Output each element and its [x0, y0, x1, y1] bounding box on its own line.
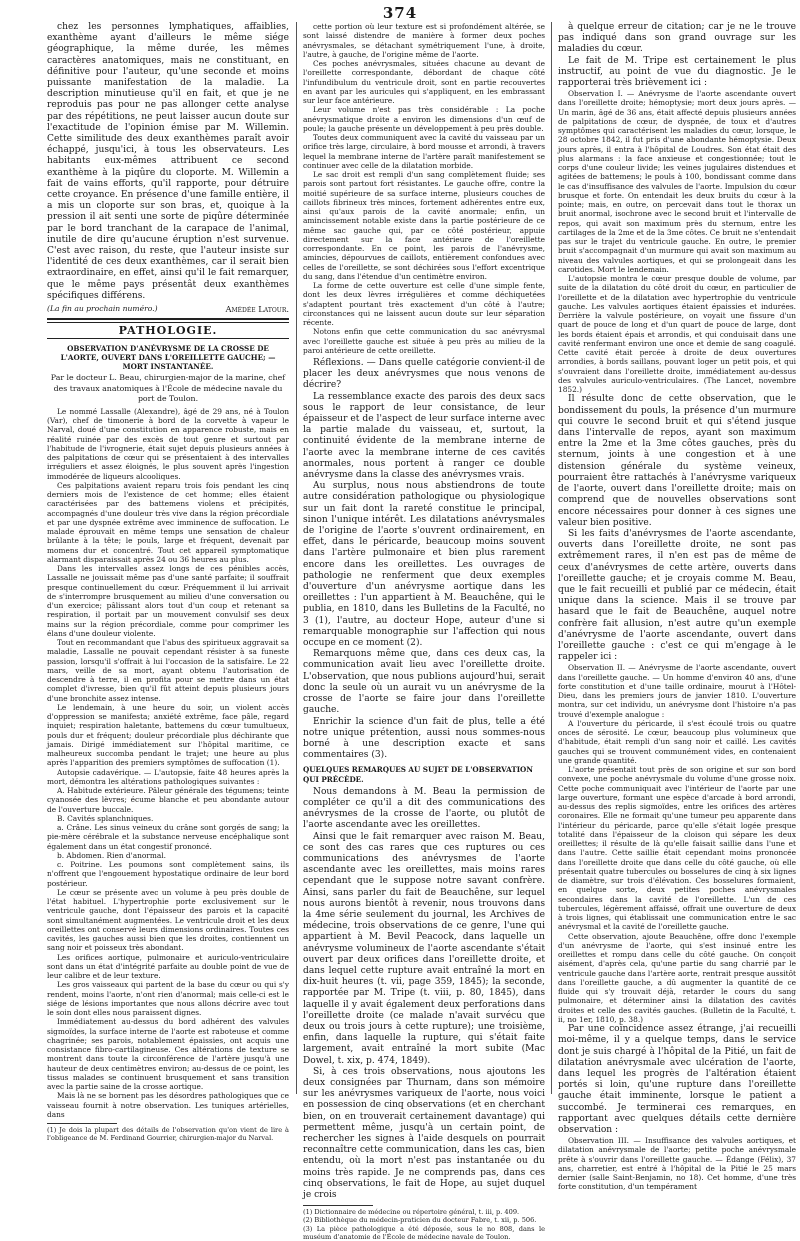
paragraph: Il résulte donc de cette observation, que le bondissement du pouls, la présence d'un murmure qui couvre le second bruit et qui s'étend jusque dans l'intervalle de repos, ayant son maximum entre la 2me et la 3me côtes gauches, près du sternum, joints à une congestion et à une distension générale du système veineux, pourraient être rattachés à l'anévrysme variqueux de l'aorte, ouvert dans l'oreillette droite; mais on comprend que de nouvelles observations sont encore nécessaires pour donner à ces signes une valeur bien positive.	[558, 394, 796, 528]
paragraph: Notons enfin que cette communication du sac anévrysmal avec l'oreillette gauche est située à peu près au milieu de la paroi antérieure de cette oreillette.	[303, 327, 545, 355]
paragraph: Ces palpitations avaient reparu trois fois pendant les cinq derniers mois de l'existence de cet homme; elles étaient caractérisées par des battemens violens et précipités, accompagnés d'une douleur très vive dans la région précordiale et par une dyspnée extrême avec imminence de suffocation. Le malade éprouvait en même temps une sensation de chaleur brûlante à la tête; le pouls, large et fréquent, devenait par momens dur et concentré. Tout cet appareil symptomatique alarmant disparaissait après 24 ou 36 heures au plus.	[47, 480, 289, 564]
page-number: 374	[382, 4, 418, 22]
column-left	[47, 22, 289, 1143]
paragraph: Réflexions. — Dans quelle catégorie convient-il de placer les deux anévrysmes que nous venons de décrire?	[303, 358, 545, 391]
paragraph: Le nommé Lassalle (Alexandre), âgé de 29 ans, né à Toulon (Var), chef de timonerie à bord de la corvette à vapeur le Narval, doué d'une constitution en apparence robuste, mais en réalité ruinée par des excès de tout genre et surtout par l'habitude de l'ivrognerie, était sujet depuis plusieurs années à des palpitations de cœur qui se présentaient à des intervalles irréguliers et assez éloignés, le plus souvent après l'ingestion immodérée de liqueurs alcooliques.	[47, 406, 289, 481]
paragraph: B. Cavités splanchniques.	[57, 813, 154, 823]
section-rule	[47, 338, 289, 339]
paragraph: Les gros vaisseaux qui partent de la base du cœur ou qui s'y rendent, moins l'aorte, n'ont rien d'anormal; mais celle-ci est le siége de lésions importantes que nous allons décrire avec tout le soin dont elles nous paraissent dignes.	[47, 980, 289, 1018]
paragraph: Nous demandons à M. Beau la permission de compléter ce qu'il a dit des communications des anévrysmes de la crosse de l'aorte, ou plutôt de l'aorte ascendante avec les oreillettes.	[303, 786, 545, 831]
footnote: (1) Je dois la plupart des détails de l'observation qu'on vient de lire à l'obligeance de M. Ferdinand Gourrier, chirurgien-major du Narval.	[47, 1126, 289, 1143]
footnote-rule	[47, 1123, 117, 1124]
footnote: (1) Dictionnaire de médecine ou répertoire général, t. iii, p. 409.	[303, 1208, 520, 1217]
paragraph: Toutes deux communiquent avec la cavité du vaisseau par un orifice très large, circulaire, à bord mousse et arrondi, à travers lequel la membrane interne de l'artère paraît manifestement se continuer avec celle de la dilatation morbide.	[303, 133, 545, 170]
author-signature: Amédée Latour.	[225, 304, 289, 315]
observation-paragraph: L'aorte présentait tout près de son origine et sur son bord convexe, une poche anévrysmale du volume d'une grosse noix. Cette poche communiquait avec l'intérieur de l'aorte par une large ouverture, formant une espèce d'arcade à bord arrondi, au-dessus des replis sigmoïdes, entre les orifices des artères coronaires. Elle ne formait qu'une tumeur peu apparente dans l'intérieur du péricarde, parce qu'elle s'était logée presque totalité dans l'épaisseur de la cloison qui sépare les deux oreillettes; il résulte de là qu'elle faisait saillie dans l'une et dans l'autre. Cette saillie était cependant moins prononcée dans l'oreillette droite que dans celle du côté gauche, où elle présentait quatre tubercules ou bosselures de cinq à six lignes de diamètre, sur trois d'élévation. Ces bosselures formaient, en quelque sorte, deux petites poches anévrysmales secondaires dans la cavité de l'oreillette. L'un de ces tubercules, légèrement affaissé, offrait une ouverture de deux à trois lignes, qui établissait une communication entre le sac anévrysmal et la cavité de l'oreillette gauche.	[558, 765, 796, 932]
column-divider	[551, 22, 552, 1094]
paragraph: Ces poches anévrysmales, situées chacune au devant de l'oreillette correspondante, débordant de chaque côté l'infundibulum du ventricule droit, sont en partie recouvertes en avant par les auricules qui s'appliquent, en les embrassant sur leur face antérieure.	[303, 59, 545, 105]
section-heading: PATHOLOGIE.	[118, 324, 218, 338]
continued-note: (La fin au prochain numéro.)	[47, 304, 158, 314]
paragraph: Dans les intervalles assez longs de ces pénibles accès, Lassalle ne jouissait même pas d'une santé parfaite; il souffrait presque continuellement du cœur. Fréquemment il lui arrivait de s'interrompre brusquement au milieu d'une conversation ou d'un exercice; pâlissant alors tout d'un coup et retenant sa respiration, il portait par un mouvement convulsif ses deux mains sur la région précordiale, comme pour comprimer les élans d'une douleur violente.	[47, 564, 289, 638]
footnote: (2) Bibliothèque du médecin-praticien du docteur Fabre, t. xii, p. 506.	[303, 1216, 537, 1225]
paragraph: cette portion où leur texture est si profondément altérée, se sont laissé distendre de manière à former deux poches anévrysmales, se détachant symétriquement l'une, à droite, l'autre, à gauche, de l'origine même de l'aorte.	[303, 22, 545, 59]
paragraph: c. Poitrine. Les poumons sont complètement sains, ils n'offrent que l'engouement hypostatique ordinaire de leur bord postérieur.	[47, 860, 289, 888]
observation-paragraph: A l'ouverture du péricarde, il s'est écoulé trois ou quatre onces de sérosité. Le cœur, beaucoup plus volumineux que d'habitude, était rempli d'un sang noir et caillé. Les cavités gauches qui se trouvent communément vides, en contenaient une grande quantité.	[558, 718, 796, 765]
paragraph: Immédiatement au-dessus du bord adhérent des valvules sigmoïdes, la surface interne de l'aorte est raboteuse et comme chagrinée; ses parois, notablement épaissies, ont acquis une consistance fibro-cartilagineuse. Ces altérations de texture se montrent dans toute la circonférence de l'artère jusqu'à une hauteur de deux centimètres environ; au-dessus de ce point, les tissus malades se continuent brusquement et sans transition avec la partie saine de la crosse aortique.	[47, 1017, 289, 1092]
paragraph: b. Abdomen. Rien d'anormal.	[57, 850, 166, 860]
paragraph: a. Crâne. Les sinus veineux du crâne sont gorgés de sang; la pie-mère cérébrale et la substance nerveuse encéphalique sont également dans un état congestif prononcé.	[47, 823, 289, 851]
observation-paragraph: Observation II. — Anévrysme de l'aorte ascendante, ouvert dans l'oreillette gauche. — Un homme d'environ 40 ans, d'une forte constitution et d'une taille ordinaire, mourut à l'Hôtel-Dieu, dans les premiers jours de janvier 1810. L'ouverture montra, sur cet individu, un anévrysme dont l'histoire n'a pas trouvé d'exemple analogue :	[558, 663, 796, 719]
paragraph: Au surplus, nous nous abstiendrons de toute autre considération pathologique ou physiologique sur un fait dont la rareté constitue le principal, sinon l'unique intérêt. Les dilatations anévrysmales de l'origine de l'aorte s'ouvrent ordinairement, en effet, dans le péricarde, beaucoup moins souvent dans l'artère pulmonaire et bien plus rarement encore dans les oreillettes. Les ouvrages de pathologie ne renferment que deux exemples d'ouverture d'un anévrysme aortique dans les oreillettes : l'un appartient à M. Beauchêne, qui le publia, en 1810, dans les Bulletins de la Faculté, no 3 (1), l'autre, au docteur Hope, auteur d'une si remarquable monographie sur l'affection qui nous occupe en ce moment (2).	[303, 481, 545, 649]
paragraph: Le fait de M. Tripe est certainement le plus instructif, au point de vue du diagnostic. Je le rapporterai très brièvement ici :	[558, 55, 796, 89]
article-title: OBSERVATION D'ANÉVRYSME DE LA CROSSE DE L'AORTE, OUVERT DANS L'OREILLETTE GAUCHE; — MORT INSTANTANÉE.	[60, 344, 276, 372]
paragraph: Si les faits d'anévrysmes de l'aorte ascendante, ouverts dans l'oreillette droite, ne sont pas extrêmement rares, il n'en est pas de même de ceux d'anévrysmes de cette artère, ouverts dans l'oreillette gauche; et je croyais comme M. Beau, que le fait recueilli et publié par ce médecin, était unique dans la science. Mais il se trouve par hasard que le fait de Beauchêne, auquel notre confrère fait allusion, n'est autre qu'un exemple d'anévrysme de l'aorte ascendante, ouvert dans l'oreillette gauche : c'est ce qui m'engage à le rappeler ici :	[558, 528, 796, 663]
paragraph: Remarquons même que, dans ces deux cas, la communication avait lieu avec l'oreillette droite. L'observation, que nous publions aujourd'hui, serait donc la seule où un aurait vu un anévrysme de la crosse de l'aorte se faire jour dans l'oreillette gauche.	[303, 649, 545, 716]
paragraph: Le cœur se présente avec un volume à peu près double de l'état habituel. L'hypertrophie porte exclusivement sur le ventricule gauche, dont l'épaisseur des parois et la capacité sont simultanément augmentées. Le ventricule droit et les deux oreillettes ont conservé leurs dimensions ordinaires. Toutes ces cavités, les gauches aussi bien que les droites, contiennent un sang noir et poisseux très abondant.	[47, 887, 289, 953]
paragraph: La ressemblance exacte des parois des deux sacs sous le rapport de leur consistance, de leur épaisseur et de l'aspect de leur surface interne avec la partie malade du vaisseau, et, surtout, la continuité évidente de la membrane interne de l'aorte avec la membrane interne de ces cavités anormales, nous portent à ranger ce double anévrysme dans la classe des anévrysmes vrais.	[303, 391, 545, 481]
paragraph: Les orifices aortique, pulmonaire et auriculo-ventriculaire sont dans un état d'intégrité parfaite au double point de vue de leur calibre et de leur texture.	[47, 952, 289, 981]
paragraph: Le sac droit est rempli d'un sang complètement fluide; ses parois sont partout fort résistantes. Le gauche offre, contre la moitié supérieure de sa surface interne, plusieurs couches de caillots fibrineux très minces, fortement adhérentes entre eux, ainsi qu'aux parois de la cavité anormale; enfin, un amincissement notable existe dans la partie postérieure de ce même sac gauche qui, par ce côté postérieur, appuie directement sur la face antérieure de l'oreillette correspondante. En ce point, les parois de l'anévrysme, amincies, dépourvues de caillots, entièrement confondues avec celles de l'oreillette, se sont déchirées sous l'effort excentrique du sang, dans l'étendue d'un centimètre environ.	[303, 170, 545, 281]
observation-paragraph: Observation III. — Insuffisance des valvules aortiques, et dilatation anévrysmale de l'aorte; petite poche anévrysmale prête à s'ouvrir dans l'oreillette gauche. — Édange (Félix), 37 ans, charretier, est entré à l'hôpital de la Pitié le 25 mars dernier (salle Saint-Benjamin, no 18). Cet homme, d'une très forte constitution, d'un tempérament	[558, 1136, 796, 1192]
paragraph: La forme de cette ouverture est celle d'une simple fente, dont les deux lèvres irrégulières et comme déchiquetées s'adaptent pourtant très exactement d'un côté à l'autre; circonstances qui ne laissent aucun doute sur leur séparation récente.	[303, 281, 545, 327]
paragraph: Autopsie cadavérique. — L'autopsie, faite 48 heures après la mort, démontra les altérations pathologiques suivantes :	[47, 767, 289, 786]
section-rule	[47, 318, 289, 323]
paragraph: à quelque erreur de citation; car je ne le trouve pas indiqué dans son grand ouvrage sur les maladies du cœur.	[558, 22, 796, 55]
subheading: QUELQUES REMARQUES AU SUJET DE L'OBSERVATION QUI PRÉCÈDE.	[303, 765, 533, 784]
column-divider	[296, 22, 297, 1094]
column-middle	[303, 22, 545, 1241]
paragraph: Leur volume n'est pas très considérable : La poche anévrysmatique droite a environ les dimensions d'un œuf de poule; la gauche présente un développement à peu près double.	[303, 105, 545, 133]
paragraph: Si, à ces trois observations, nous ajoutons les deux consignées par Thurnam, dans son mémoire sur les anévrysmes variqueux de l'aorte, nous voici en possession de cinq observations (et en cherchant bien, on en trouverait certainement davantage) qui permettent même, jusqu'à un certain point, de rechercher les signes à l'aide desquels on pourrait reconnaître cette communication, dans les cas, bien entendu, où la mort n'est pas instantanée ou du moins très rapide. Je ne comprends pas, dans ces cinq observations, le fait de Hope, au sujet duquel je crois	[303, 1066, 545, 1201]
paragraph: Le lendemain, à une heure du soir, un violent accès d'oppression se manifesta; anxiété extrême, face pâle, regard inquiet; respiration haletante, battemens du cœur tumultueux, pouls dur et fréquent; douleur précordiale plus déchirante que jamais. Dirigé immédiatement sur l'hôpital maritime, ce malheureux succomba pendant le trajet; une heure au plus après l'apparition des premiers symptômes de suffocation (1).	[47, 702, 289, 768]
paragraph: Mais là ne se bornent pas les désordres pathologiques que ce vaisseau fournit à notre observation. Les tuniques artérielles, dans	[47, 1091, 289, 1119]
signature-line	[47, 304, 289, 314]
observation-paragraph: L'autopsie montra le cœur presque double de volume, par suite de la dilatation du côté droit du cœur, en particulier de l'oreillette et de la dilatation avec hypertrophie du ventricule gauche. Les valvules aortiques étaient épaissies et indurées. Derrière la valvule postérieure, on voyait une fissure d'un quart de pouce de long et d'un quart de pouce de large, dont les bords étaient épais et arrondis, et qui conduisait dans une cavité renfermant environ une once et demie de sang coagulé. Cette cavité était percée à droite de deux ouvertures arrondies, à bords saillans, pouvant loger un petit pois, et qui s'ouvraient dans l'oreillette droite, immédiatement au-dessus des valvules auriculo-ventriculaires. (The Lancet, novembre 1852.)	[558, 274, 796, 395]
paragraph: Tout en recommandant que l'abus des spiritueux aggravait sa maladie, Lassalle ne pouvait cependant résister à sa funeste passion, lorsqu'il s'offrait à lui l'occasion de la satisfaire. Le 22 mars, veille de sa mort, ayant obtenu l'autorisation de descendre à terre, il en profita pour se mettre dans un état complet d'ivresse, bien qu'il fût atteint depuis plusieurs jours d'une bronchite assez intense.	[47, 638, 289, 703]
footnote: (3) La pièce pathologique a été déposée, sous le no 808, dans le muséum d'anatomie de l'École de médecine navale de Toulon.	[303, 1224, 545, 1241]
footnote-rule	[303, 1205, 373, 1206]
observation-paragraph: Observation I. — Anévrysme de l'aorte ascendante ouvert dans l'oreillette droite; hémoptysie; mort deux jours après. — Un marin, âgé de 36 ans, était affecté depuis plusieurs années de palpitations de cœur, de dyspnée, de toux et d'autres symptômes qui caractérisent les maladies du cœur, lorsque, le 28 octobre 1842, il fut pris d'une abondante hémoptysie. Deux jours après, il entra à l'hôpital de Loudres. Son état était des plus alarmans : la face anxieuse et congestionnée; tout le corps d'une couleur livide; les veines jugulaires distendues et agitées de battemens; le pouls à 100, bondissant comme dans le cas d'insuffisance des valvules de l'aorte. Impulsion du cœur brusque et forte. On entendait les deux bruits du cœur à la pointe; mais, en outre, on percevait dans tout le thorax un bruit anormal, isochrone avec le second bruit et l'intervalle de repos, qui avait son maximum près du sternum, entre les cartilages de la 2me et de la 3me côtes. Ce bruit ne s'entendait pas sur le trajet du ventricule gauche. En outre, le premier bruit s'accompagnait d'un murmure qui avait son maximum au niveau des valvules aortiques, et qui se prolongeait dans les carotides. Mort le lendemain.	[558, 89, 796, 274]
column-right	[558, 22, 796, 1192]
paragraph: Ainsi que le fait remarquer avec raison M. Beau, ce sont des cas rares que ces ruptures ou ces communications des anévrysmes de l'aorte ascendante avec les oreillettes, mais moins rares cependant que le suppose notre savant confrère. Ainsi, sans parler du fait de Beauchêne, sur lequel nous aurons bientôt à revenir, nous trouvons dans la 4me série seulement du journal, les Archives de médecine, trois observations de ce genre, l'une qui appartient à M. Bevil Peacock, dans laquelle un anévrysme volumineux de l'aorte ascendante s'était ouvert par deux orifices dans l'oreillette droite, et dans lequel cette rupture avait entraîné la mort en dix-huit heures (t. vii, page 359, 1845); la seconde, rapportée par M. Tripe (t. viii, p. 80, 1845), dans laquelle il y avait également deux perforations dans l'oreillette droite (ce malade n'avait survécu que deux ou trois jours à cette rupture); une troisième, enfin, dans laquelle la rupture, qui s'était faite largement, avait entraîné la mort subite (Mac Dowel, t. xix, p. 474, 1849).	[303, 831, 545, 1066]
article-byline: Par le docteur L. Beau, chirurgien-major de la marine, chef des travaux anatomiques à l'École de médecine navale du port de Toulon.	[50, 373, 286, 403]
paragraph: Par une coïncidence assez étrange, j'ai recueilli moi-même, il y a quelque temps, dans le service dont je suis chargé à l'hôpital de la Pitié, un fait de dilatation anévrysmale avec ulcération de l'aorte, dans lequel les progrès de l'altération étaient portés si loin, qu'une rupture dans l'oreillette gauche était imminente, lorsque le patient a succombé. Je terminerai ces remarques, en rapportant avec quelques détails cette dernière observation :	[558, 1024, 796, 1135]
observation-paragraph: Cette observation, ajoute Beauchêne, offre donc l'exemple d'un anévrysme de l'aorte, qui s'est insinué entre les oreillettes et rompu dans celle du côté gauche. On conçoit aisément, d'après cela, qu'une partie du sang charrié par le ventricule gauche dans l'artère aorte, rentrait presque aussitôt dans l'oreillette gauche, a dû augmenter la quantité de ce fluide qui s'y trouvait déjà, retarder le cours du sang pulmonaire, et déterminer ainsi la dilatation des cavités droites et celle des cavités gauches. (Bulletin de la Faculté, t. ii, no 1er, 1810, p. 38.)	[558, 931, 796, 1024]
paragraph: Enrichir la science d'un fait de plus, telle a été notre unique prétention, aussi nous sommes-nous borné à une description exacte et sans commentaires (3).	[303, 716, 545, 761]
paragraph: A. Habitude extérieure. Pâleur générale des tégumens; teinte cyanosée des lèvres; écume blanche et peu abondante autour de l'ouverture buccale.	[47, 786, 289, 814]
paragraph: chez les personnes lymphatiques, affaiblies, exanthème ayant d'ailleurs le même siége géographique, la même durée, les mêmes caractères anatomiques, mais ne constituant, en définitive pour l'auteur, qu'une seconde et moins puissante manifestation de la maladie. La description minutieuse qu'il en fait, et que je ne reproduis pas pour ne pas allonger cette analyse par des répétitions, ne peut laisser aucun doute sur l'exactitude de l'opinion émise par M. Willemin. Cette similitude des deux exanthèmes paraît avoir échappé, jusqu'ici, à tous les observateurs. Les habitants eux-mêmes attribuent ce second exanthème à la piqûre du cloporte. M. Willemin a fait de vains efforts, qu'il rapporte, pour détruire cette croyance. En présence d'une famille entière, il a mis un cloporte sur son bras, et, quoique à la pression il ait senti une sorte de piqûre déterminée par le bord tranchant de la carapace de l'animal, inutile de dire qu'aucune éruption n'est survenue. C'est avec raison, du reste, que l'auteur insiste sur l'identité de ces deux exanthèmes, car il serait bien extraordinaire, en effet, ainsi qu'il le fait remarquer, que le même pays présentât deux exanthèmes spécifiques différens.	[47, 22, 289, 301]
